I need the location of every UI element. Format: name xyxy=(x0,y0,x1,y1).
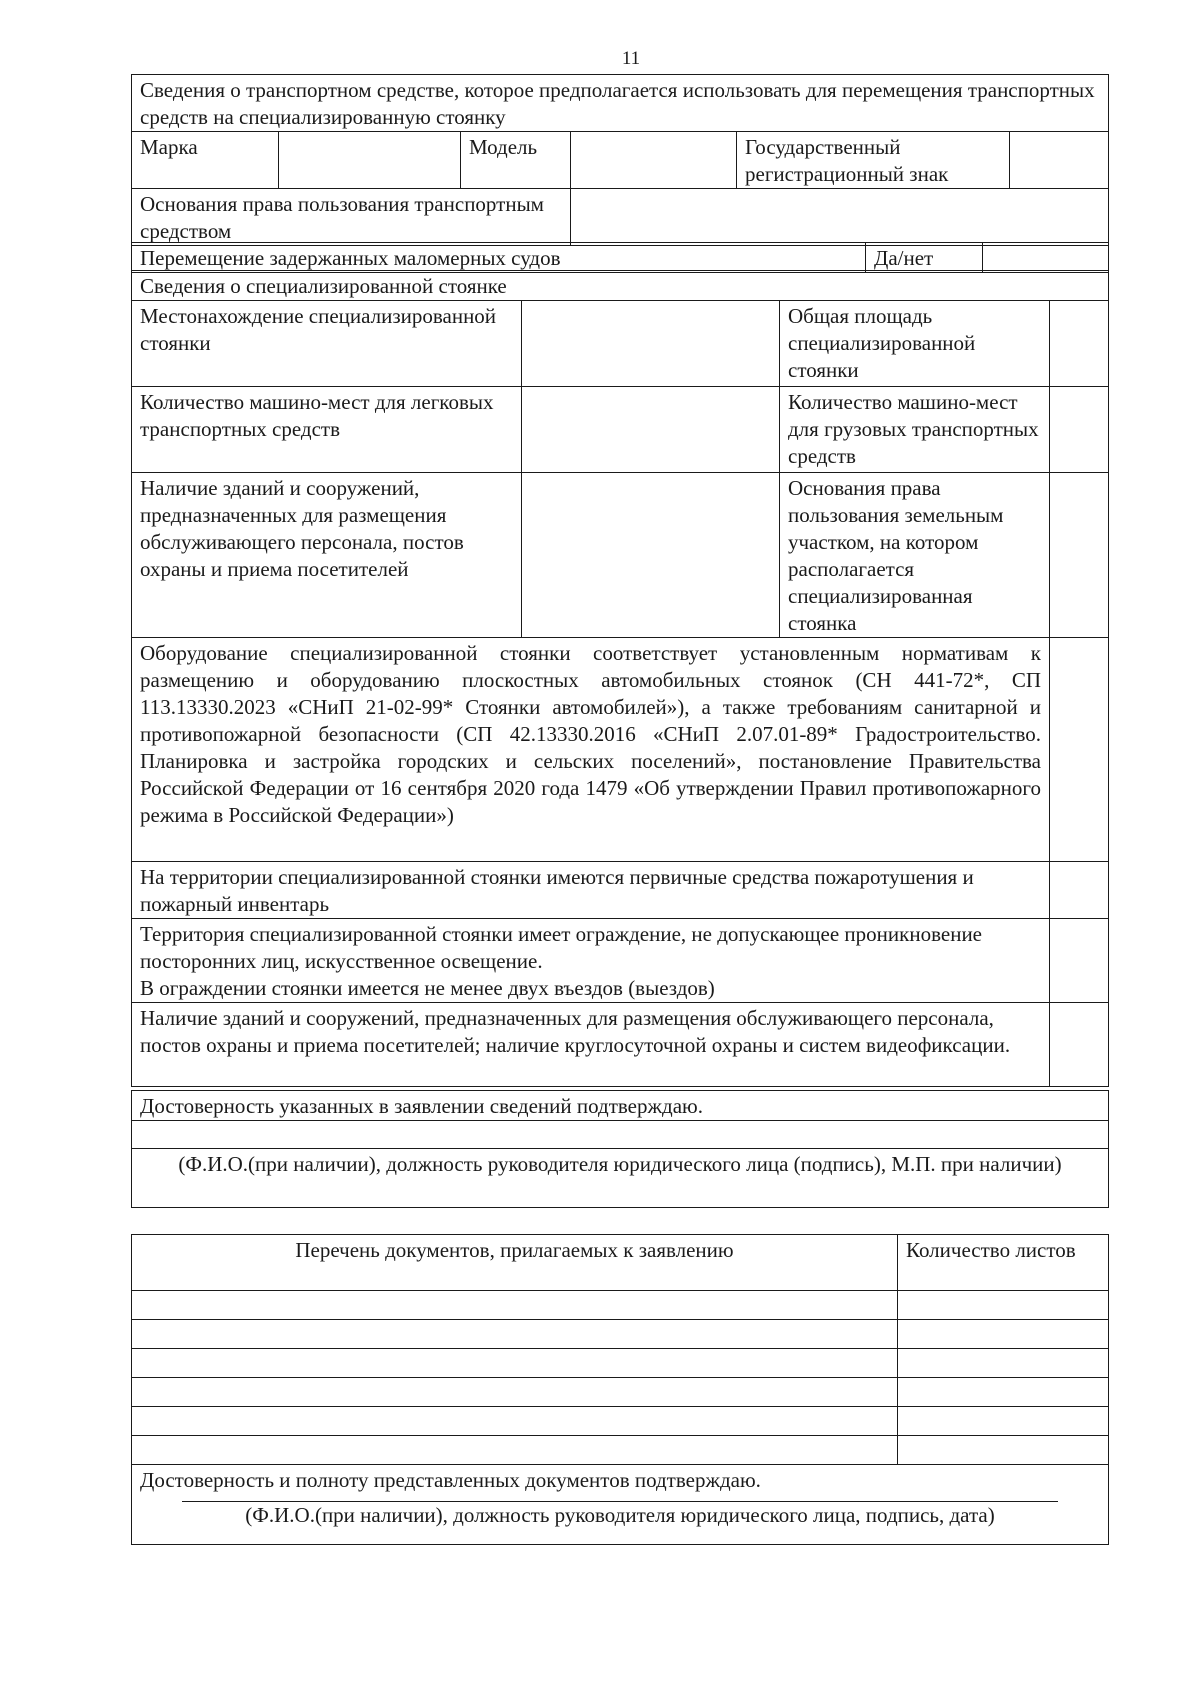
land-basis-label: Основания права пользования земельным участком, на котором располагается специализированная стоянка xyxy=(780,473,1050,638)
documents-confirmation-block xyxy=(132,1465,1109,1545)
model-value-field[interactable] xyxy=(571,132,737,189)
location-label: Местонахождение специализированной стоянки xyxy=(132,301,522,387)
yes-no-label: Да/нет xyxy=(866,243,983,273)
usage-basis-label: Основания права пользования транспортным средством xyxy=(132,189,571,246)
document-row-sheets[interactable] xyxy=(898,1378,1109,1407)
fence-text xyxy=(132,919,1050,1003)
location-field[interactable] xyxy=(522,301,780,387)
security-text: Наличие зданий и сооружений, предназначенных для размещения обслуживающего персонала, постов охраны и приема посетителей; наличие круглосуточной охраны и систем видеофиксации. xyxy=(132,1003,1050,1087)
parking-info-table xyxy=(131,270,1109,1087)
document-row-sheets[interactable] xyxy=(898,1349,1109,1378)
brand-value-field[interactable] xyxy=(279,132,461,189)
yes-no-field[interactable] xyxy=(983,243,1109,273)
confirmation-text: Достоверность указанных в заявлении сведений подтверждаю. xyxy=(132,1091,1109,1121)
parking-section-header: Сведения о специализированной стоянке xyxy=(132,271,1109,301)
small-vessels-label: Перемещение задержанных маломерных судов xyxy=(132,243,866,273)
area-field[interactable] xyxy=(1050,301,1109,387)
equipment-text: Оборудование специализированной стоянки соответствует установленным нормативам к размещению и оборудованию плоскостных автомобильных стоянок (СН 441-72*, СП 113.13330.2023 «СНиП 21-02-99* Стоянки автомобилей»), а также требованиям санитарной и противопожарной безопасности (СП 42.13330.2016 «СНиП 2.07.01-89* Градостроительство. Планировка и застройка городских и сельских поселений», постановление Правительства Российской Федерации от 16 сентября 2020 года 1479 «Об утверждении Правил противопожарного режима в Российской Федерации») xyxy=(132,638,1050,862)
security-field[interactable] xyxy=(1050,1003,1109,1087)
documents-signature-caption: (Ф.И.О.(при наличии), должность руководителя юридического лица, подпись, дата) xyxy=(245,1503,995,1527)
vessels-table xyxy=(131,242,1109,273)
fence-text-line-2: В ограждении стоянки имеется не менее двух въездов (выездов) xyxy=(140,976,715,1000)
vehicle-section-header: Сведения о транспортном средстве, которое предполагается использовать для перемещения транспортных средств на специализированную стоянку xyxy=(132,75,1109,132)
equipment-field[interactable] xyxy=(1050,638,1109,862)
document-row-sheets[interactable] xyxy=(898,1407,1109,1436)
fire-equipment-field[interactable] xyxy=(1050,862,1109,919)
confirmation-table xyxy=(131,1090,1109,1208)
document-row-name[interactable] xyxy=(132,1320,898,1349)
plate-label: Государственный регистрационный знак xyxy=(737,132,1010,189)
document-row-name[interactable] xyxy=(132,1349,898,1378)
vehicle-info-table xyxy=(131,74,1109,246)
document-row-sheets[interactable] xyxy=(898,1436,1109,1465)
cars-field[interactable] xyxy=(522,387,780,473)
cars-label: Количество машино-мест для легковых транспортных средств xyxy=(132,387,522,473)
plate-value-field[interactable] xyxy=(1010,132,1109,189)
model-label: Модель xyxy=(461,132,571,189)
documents-confirm-text: Достоверность и полноту представленных документов подтверждаю. xyxy=(140,1468,761,1492)
trucks-label: Количество машино-мест для грузовых транспортных средств xyxy=(780,387,1050,473)
area-label: Общая площадь специализированной стоянки xyxy=(780,301,1050,387)
fence-field[interactable] xyxy=(1050,919,1109,1003)
confirmation-signature-caption: (Ф.И.О.(при наличии), должность руководителя юридического лица (подпись), М.П. при наличии) xyxy=(132,1149,1109,1208)
land-basis-field[interactable] xyxy=(1050,473,1109,638)
document-row-name[interactable] xyxy=(132,1407,898,1436)
document-row-sheets[interactable] xyxy=(898,1291,1109,1320)
confirmation-signature-field[interactable] xyxy=(132,1121,1109,1149)
documents-table xyxy=(131,1234,1109,1545)
page-number: 11 xyxy=(621,48,641,69)
buildings-label: Наличие зданий и сооружений, предназначенных для размещения обслуживающего персонала, постов охраны и приема посетителей xyxy=(132,473,522,638)
trucks-field[interactable] xyxy=(1050,387,1109,473)
usage-basis-field[interactable] xyxy=(571,189,1109,246)
fence-text-line-1: Территория специализированной стоянки имеет ограждение, не допускающее проникновение посторонних лиц, искусственное освещение. xyxy=(140,922,982,973)
documents-list-header: Перечень документов, прилагаемых к заявлению xyxy=(132,1235,898,1291)
document-row-name[interactable] xyxy=(132,1436,898,1465)
brand-label: Марка xyxy=(132,132,279,189)
document-row-sheets[interactable] xyxy=(898,1320,1109,1349)
sheets-count-header: Количество листов xyxy=(898,1235,1109,1291)
fire-equipment-text: На территории специализированной стоянки имеются первичные средства пожаротушения и пожарный инвентарь xyxy=(132,862,1050,919)
document-row-name[interactable] xyxy=(132,1291,898,1320)
buildings-field[interactable] xyxy=(522,473,780,638)
document-row-name[interactable] xyxy=(132,1378,898,1407)
